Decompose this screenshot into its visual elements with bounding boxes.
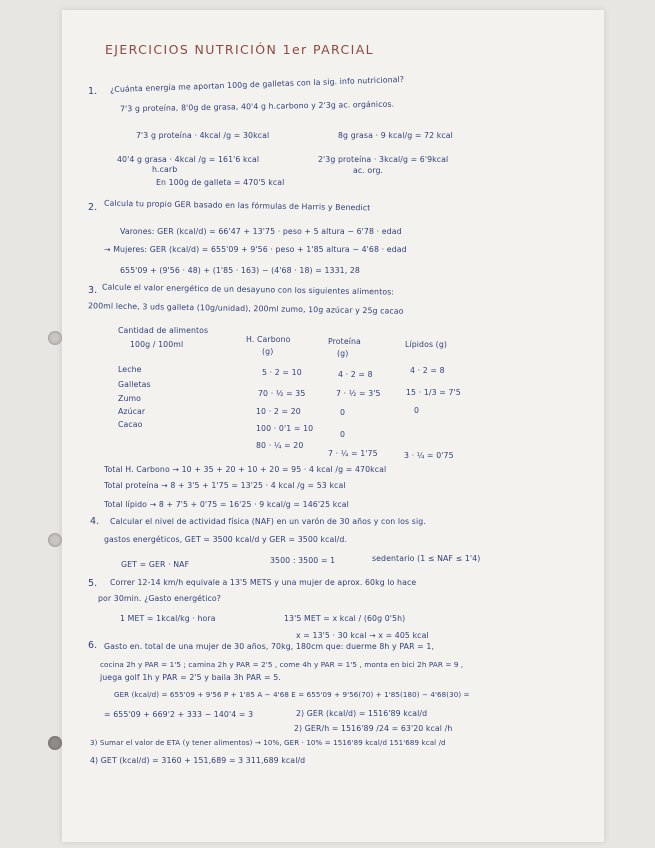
exercise-6-number: 6.: [88, 640, 98, 651]
exercise-1-calc-carbs: 40'4 g grasa · 4kcal /g = 161'6 kcal: [117, 155, 260, 164]
exercise-1-question-line-2: 7'3 g proteína, 8'0g de grasa, 40'4 g h.carbono y 2'3g ac. orgánicos.: [119, 99, 395, 114]
exercise-6-ger-formula: GER (kcal/d) = 655'09 + 9'56 P + 1'85 A − 4'68 E = 655'09 + 9'56(70) + 1'85(180) − 4'68(30) =: [114, 690, 470, 699]
total-carbs: Total H. Carbono → 10 + 35 + 20 + 10 + 20 = 95 · 4 kcal /g = 470kcal: [104, 465, 387, 474]
exercise-6-ger-calc: = 655'09 + 669'2 + 333 − 140'4 = 3: [104, 710, 254, 719]
exercise-1-question-line-1: ¿Cuánta energía me aportan 100g de galletas con la sig. info nutricional?: [109, 74, 405, 95]
exercise-1-calc-acids: 2'3g proteína · 3kcal/g = 6'9kcal: [318, 155, 449, 164]
exercise-2-result: 655'09 + (9'56 · 48) + (1'85 · 163) − (4'68 · 18) = 1331, 28: [120, 266, 360, 275]
punch-hole-top: [48, 331, 62, 345]
punch-hole-middle: [48, 533, 62, 547]
exercise-4-calc: 3500 : 3500 = 1: [270, 556, 336, 565]
exercise-4-question-line-1: Calcular el nivel de actividad física (NAF) en un varón de 30 años y con los sig.: [110, 517, 426, 526]
exercise-4-result: sedentario (1 ≤ NAF ≤ 1'4): [372, 554, 481, 563]
table-cell-carbs: 5 · 2 = 10: [262, 368, 302, 377]
table-extra-carbs: 80 · ¼ = 20: [256, 441, 304, 450]
exercise-5-met-definition: 1 MET = 1kcal/kg · hora: [120, 614, 216, 623]
table-header-protein: Proteína: [328, 337, 361, 346]
exercise-6-question-line-3: juega golf 1h y PAR = 2'5 y baila 3h PAR = 5.: [100, 673, 281, 682]
total-protein: Total proteína → 8 + 3'5 + 1'75 = 13'25 · 4 kcal /g = 53 kcal: [104, 481, 346, 490]
exercise-6-get-result: 4) GET (kcal/d) = 3160 + 151,689 = 3 311,689 kcal/d: [90, 756, 306, 765]
exercise-5-question-line-2: por 30min. ¿Gasto energético?: [98, 594, 221, 603]
table-extra-protein: 7 · ¼ = 1'75: [328, 449, 378, 458]
table-header-protein-unit: (g): [337, 349, 349, 358]
exercise-3-number: 3.: [88, 285, 98, 296]
exercise-1-number: 1.: [88, 86, 98, 97]
table-row-name: Azúcar: [118, 407, 146, 416]
exercise-3-question-line-1: Calcule el valor energético de un desayuno con los siguientes alimentos:: [101, 282, 395, 297]
table-cell-protein: 0: [340, 408, 346, 417]
table-row-name: Cacao: [118, 420, 143, 429]
table-header-lipids: Lípidos (g): [405, 340, 448, 349]
exercise-1-calc-acids-note: ac. org.: [353, 166, 384, 175]
exercise-6-ger-hourly: 2) GER/h = 1516'89 /24 = 63'20 kcal /h: [294, 724, 453, 733]
exercise-6-eta: 3) Sumar el valor de ETA (y tener alimentos) → 10%, GER · 10% = 1516'89 kcal/d 151'689 kcal /d: [90, 738, 446, 747]
exercise-4-formula: GET = GER · NAF: [121, 560, 190, 569]
table-cell-carbs: 100 · 0'1 = 10: [256, 424, 314, 433]
table-row-name: Leche: [118, 365, 142, 374]
table-row-name: Zumo: [118, 394, 142, 403]
exercise-5-equation: 13'5 MET = x kcal / (60g 0'5h): [284, 614, 406, 623]
exercise-6-question-line-2: cocina 2h y PAR = 1'5 ; camina 2h y PAR = 2'5 , come 4h y PAR = 1'5 , monta en bici 2h PAR = 9 ,: [100, 660, 464, 669]
table-cell-protein: 7 · ½ = 3'5: [336, 389, 381, 398]
exercise-1-result: En 100g de galleta = 470'5 kcal: [156, 178, 285, 187]
table-cell-protein: 4 · 2 = 8: [338, 370, 373, 379]
exercise-2-question: Calcula tu propio GER basado en las fórmulas de Harris y Benedict: [103, 198, 371, 213]
exercise-4-question-line-2: gastos energéticos, GET = 3500 kcal/d y GER = 3500 kcal/d.: [104, 535, 348, 544]
table-cell-lipids: 4 · 2 = 8: [410, 366, 445, 375]
exercise-1-calc-protein: 7'3 g proteína · 4kcal /g = 30kcal: [136, 131, 270, 140]
exercise-6-question-line-1: Gasto en. total de una mujer de 30 años, 70kg, 180cm que: duerme 8h y PAR = 1,: [104, 642, 435, 651]
table-cell-lipids: 0: [414, 406, 420, 415]
exercise-5-number: 5.: [88, 578, 98, 589]
page-title: EJERCICIOS NUTRICIÓN 1er PARCIAL: [105, 42, 375, 57]
table-extra-protein-zero: 0: [340, 430, 346, 439]
exercise-1-calc-fat: 8g grasa · 9 kcal/g = 72 kcal: [338, 131, 453, 140]
table-cell-lipids: 15 · 1/3 = 7'5: [406, 388, 461, 397]
table-extra-lipids: 3 · ¼ = 0'75: [404, 451, 454, 460]
punch-hole-bottom: [48, 736, 62, 750]
exercise-5-question-line-1: Correr 12-14 km/h equivale a 13'5 METS y una mujer de aprox. 60kg lo hace: [110, 578, 417, 587]
exercise-4-number: 4.: [90, 516, 100, 527]
table-header-quantity-unit: 100g / 100ml: [130, 340, 184, 349]
table-header-quantity: Cantidad de alimentos: [118, 326, 209, 335]
table-header-carbs-unit: (g): [262, 347, 274, 356]
exercise-2-number: 2.: [88, 202, 98, 213]
exercise-3-question-line-2: 200ml leche, 3 uds galleta (10g/unidad), 200ml zumo, 10g azúcar y 25g cacao: [87, 301, 404, 316]
exercise-1-calc-carbs-note: h.carb: [152, 165, 178, 174]
table-cell-carbs: 10 · 2 = 20: [256, 407, 301, 416]
exercise-2-men-formula: Varones: GER (kcal/d) = 66'47 + 13'75 · peso + 5 altura − 6'78 · edad: [120, 227, 402, 236]
table-cell-carbs: 70 · ½ = 35: [258, 389, 306, 398]
total-lipids: Total lípido → 8 + 7'5 + 0'75 = 16'25 · 9 kcal/g = 146'25 kcal: [104, 500, 349, 509]
exercise-6-ger-result: 2) GER (kcal/d) = 1516'89 kcal/d: [296, 709, 428, 718]
table-header-carbs: H. Carbono: [246, 335, 291, 344]
exercise-5-result: x = 13'5 · 30 kcal → x = 405 kcal: [296, 631, 429, 640]
table-row-name: Galletas: [118, 380, 151, 389]
exercise-2-women-formula: → Mujeres: GER (kcal/d) = 655'09 + 9'56 · peso + 1'85 altura − 4'68 · edad: [104, 245, 407, 254]
